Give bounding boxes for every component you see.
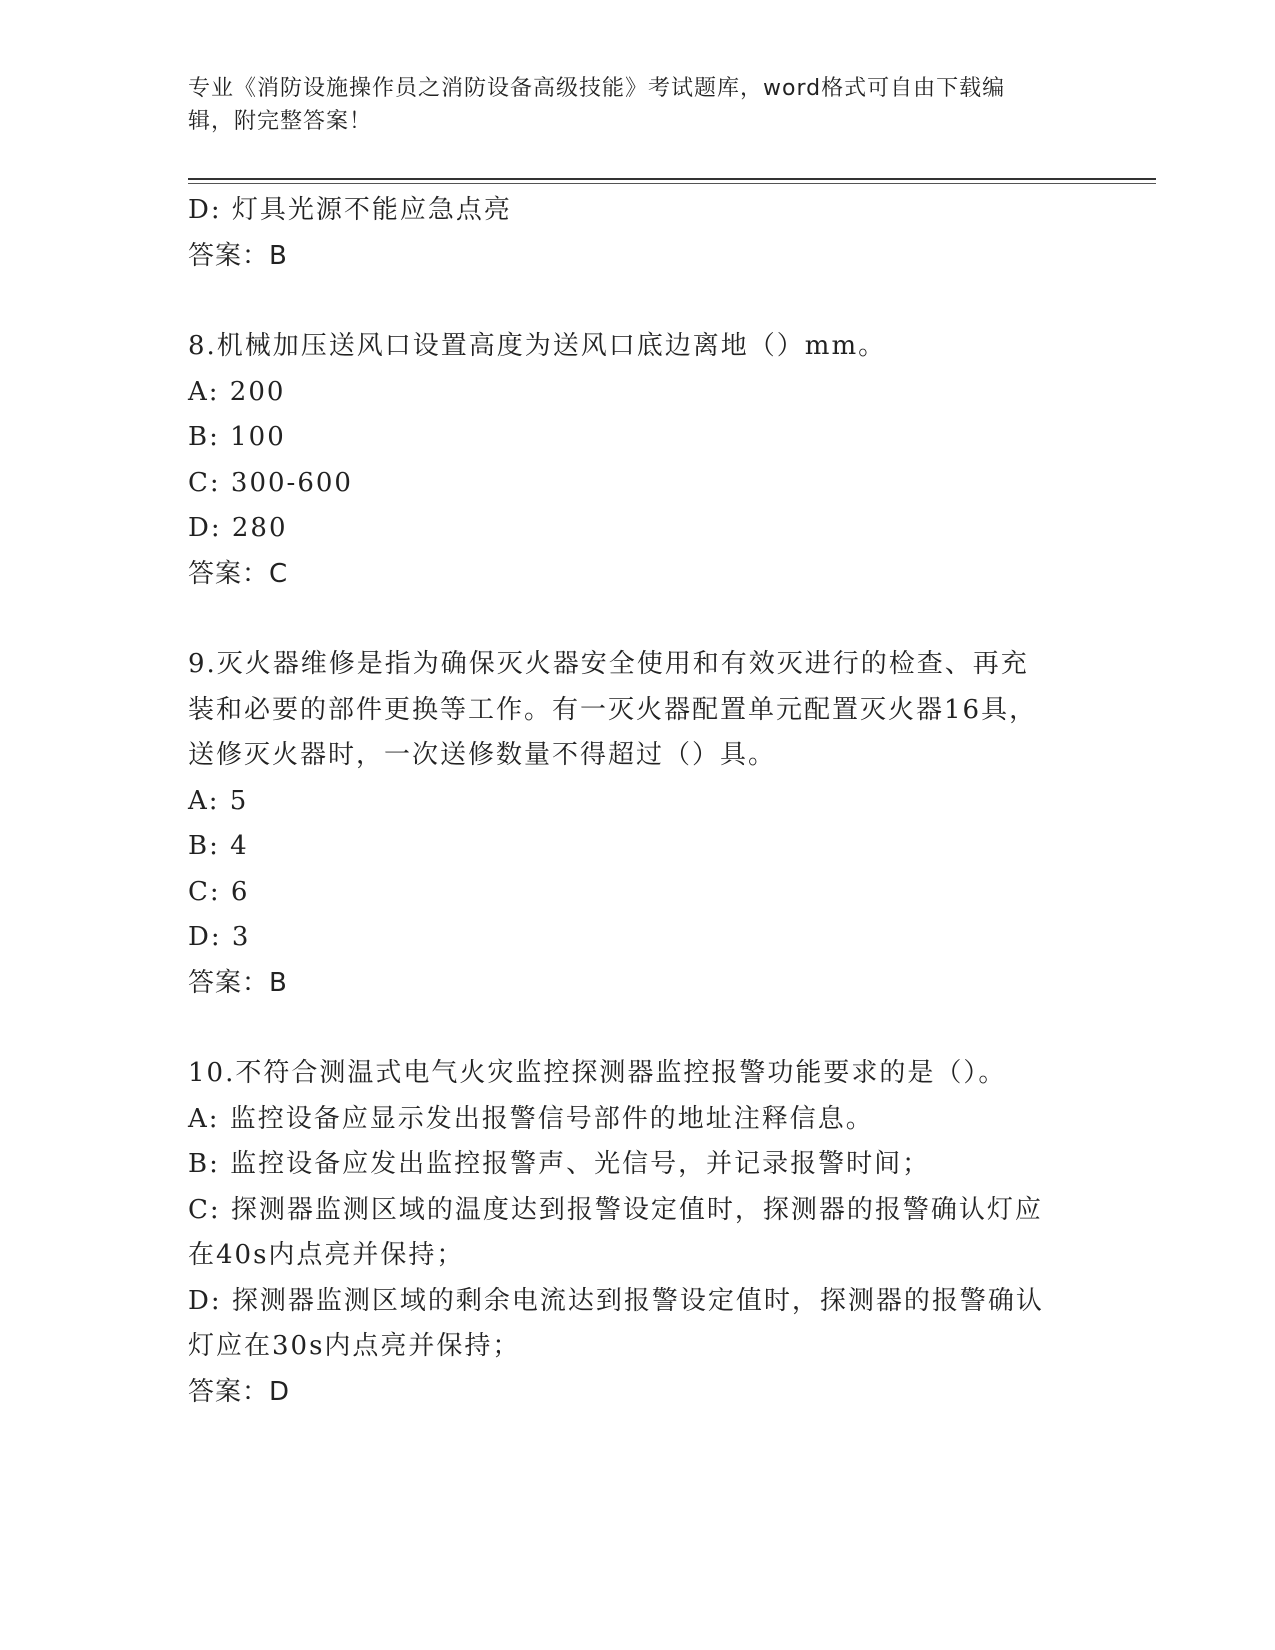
question-block-7	[188, 188, 1088, 279]
header-divider-thin	[188, 183, 1156, 184]
option-c: C: 300-600	[188, 467, 353, 498]
question-stem: 8.机械加压送风口设置高度为送风口底边离地（）mm。	[188, 331, 887, 361]
header-note-line-1: 专业《消防设施操作员之消防设备高级技能》考试题库，word格式可自由下载编	[188, 76, 1006, 101]
question-block-8	[188, 324, 1088, 597]
option-c-line-2: 在40s内点亮并保持；	[188, 1240, 465, 1270]
header-divider-thick	[188, 178, 1156, 180]
question-list	[188, 188, 1088, 1415]
question-stem-line-2: 装和必要的部件更换等工作。有一灭火器配置单元配置灭火器16具，	[188, 694, 1038, 725]
question-stem-line-1: 9.灭火器维修是指为确保灭火器安全使用和有效灭进行的检查、再充	[188, 649, 1029, 679]
option-b: B: 4	[188, 831, 249, 861]
option-d-line-1: D: 探测器监测区域的剩余电流达到报警设定值时，探测器的报警确认	[188, 1285, 1044, 1316]
question-stem: 10.不符合测温式电气火灾监控探测器监控报警功能要求的是（）。	[188, 1058, 1007, 1088]
option-d: D: 3	[188, 922, 251, 952]
option-b: B: 监控设备应发出监控报警声、光信号，并记录报警时间；	[188, 1149, 931, 1179]
option-a: A: 监控设备应显示发出报警信号部件的地址注释信息。	[188, 1103, 874, 1134]
option-d: D: 280	[188, 513, 288, 543]
spacer	[188, 1006, 1088, 1051]
question-block-10	[188, 1051, 1088, 1415]
answer-line: 答案：C	[188, 558, 289, 589]
answer-line: 答案：B	[188, 240, 288, 271]
option-d-line-2: 灯应在30s内点亮并保持；	[188, 1331, 521, 1361]
option-a: A: 200	[188, 376, 286, 407]
question-block-9	[188, 642, 1088, 1006]
answer-line: 答案：B	[188, 967, 288, 998]
option-a: A: 5	[188, 785, 249, 816]
header-note-line-2: 辑，附完整答案！	[188, 109, 373, 134]
spacer	[188, 597, 1088, 642]
answer-line: 答案：D	[188, 1376, 291, 1407]
question-stem-line-3: 送修灭火器时，一次送修数量不得超过（）具。	[188, 740, 777, 770]
option-c-line-1: C: 探测器监测区域的温度达到报警设定值时，探测器的报警确认灯应	[188, 1194, 1043, 1225]
option-d: D: 灯具光源不能应急点亮	[188, 195, 512, 225]
option-c: C: 6	[188, 876, 250, 907]
spacer	[188, 279, 1088, 324]
document-header-note	[188, 72, 1078, 138]
option-b: B: 100	[188, 422, 286, 452]
